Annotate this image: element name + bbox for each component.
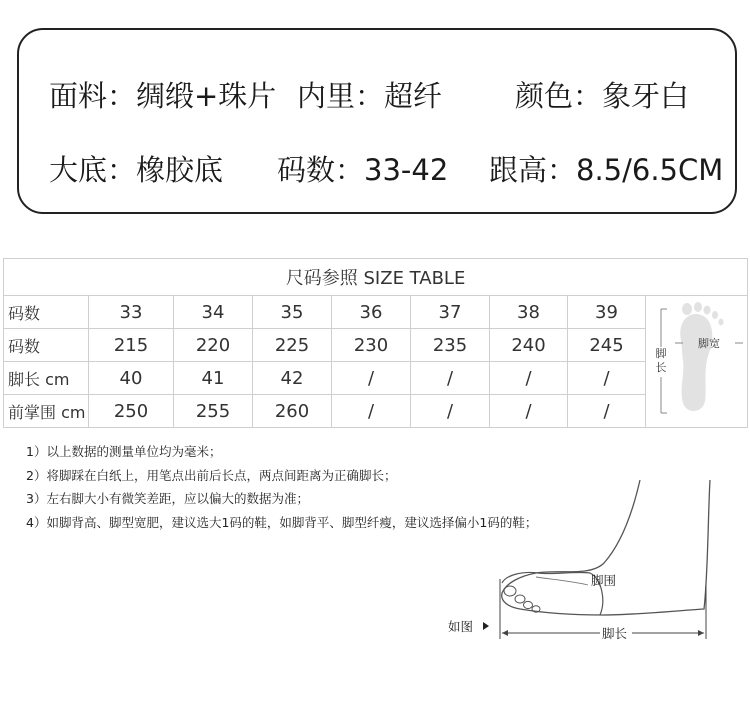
table-cell: / [568,362,646,395]
sole-spec: 大底：橡胶底 [49,153,224,187]
note-item: 2）将脚踩在白纸上，用笔点出前后长点，两点间距离为正确脚长； [26,467,397,483]
table-cell: 255 [174,395,253,428]
table-cell: 36 [332,296,411,329]
foot-length-label-1: 脚 [655,347,667,360]
row-label: 码数 [4,329,89,362]
table-row [4,296,748,329]
foot-length-label-2: 长 [655,361,667,374]
table-cell: 220 [174,329,253,362]
table-cell: 37 [411,296,490,329]
size-range-spec: 码数：33-42 [277,153,449,187]
note-item: 3）左右脚大小有微笑差距，应以偏大的数据为准； [26,491,309,506]
foot-outline-icon [502,480,710,615]
table-cell: 260 [253,395,332,428]
table-cell: 33 [89,296,174,329]
table-row [4,329,748,362]
table-cell: 40 [89,362,174,395]
table-cell: 245 [568,329,646,362]
girth-label: 脚围 [591,573,617,588]
row-label: 码数 [4,296,89,329]
table-cell: / [490,362,568,395]
note-item: 4）如脚背高、脚型宽肥，建议选大1码的鞋，如脚背平、脚型纤瘦，建议选择偏小1码的鞋； [26,514,538,530]
heel-spec: 跟高：8.5/6.5CM [489,153,724,187]
lining-spec: 内里：超纤 [297,79,443,113]
table-cell: / [411,362,490,395]
length-label: 脚长 [602,626,628,641]
table-cell: 230 [332,329,411,362]
table-cell: 42 [253,362,332,395]
foot-width-label: 脚宽 [697,337,720,350]
table-cell: 215 [89,329,174,362]
table-row [4,362,748,395]
foot-measure-diagram [646,296,748,428]
note-item: 1）以上数据的测量单位均为毫米； [26,444,222,459]
fabric-spec: 面料：绸缎+珠片 [49,79,277,113]
table-cell: 35 [253,296,332,329]
table-cell: / [332,362,411,395]
table-cell: 34 [174,296,253,329]
size-table-title: 尺码参照 SIZE TABLE [4,259,748,296]
table-cell: / [490,395,568,428]
arrow-right-icon [483,622,489,630]
row-label: 脚长 cm [4,362,89,395]
foot-illustration [440,475,740,650]
table-cell: / [411,395,490,428]
table-cell: 38 [490,296,568,329]
as-shown-label: 如图 [448,619,474,634]
table-cell: 39 [568,296,646,329]
table-cell: 240 [490,329,568,362]
table-row [4,395,748,428]
table-cell: / [332,395,411,428]
color-spec: 颜色：象牙白 [515,79,690,113]
table-cell: 225 [253,329,332,362]
table-cell: 41 [174,362,253,395]
table-cell: / [568,395,646,428]
size-table [3,258,748,428]
spec-panel [17,28,737,214]
row-label: 前掌围 cm [4,395,89,428]
table-cell: 250 [89,395,174,428]
footprint-icon [647,297,747,421]
table-cell: 235 [411,329,490,362]
